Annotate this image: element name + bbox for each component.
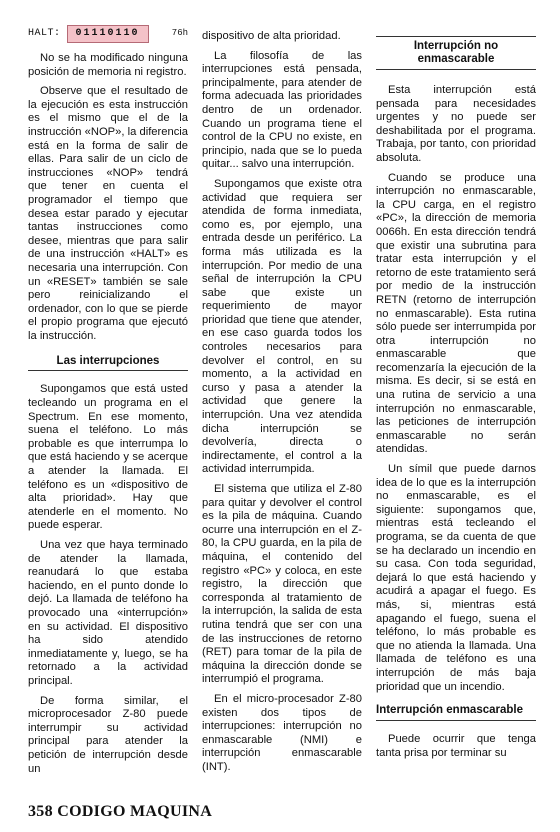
book-title: CODIGO MAQUINA [57, 803, 213, 820]
column-3 [376, 36, 536, 766]
paragraph: Supongamos que existe otra actividad que requiera ser atendida de forma inmediata, como es, por ejemplo, una entrada desde un periférico. La forma más utilizada es la interrupción. Por medio de una señal de interrupción la CPU sabe que existe un requerimiento de mayor prioridad que tiene que atender, en ese caso guarda todos los controles necesarios para devolver el control, en su momento, a la actividad en curso y pasa a atender la actividad que genere la interrupción. Una vez atendida dicha interrupción se devolvería, directa o indirectamente, el control a la actividad interrumpida. [202, 177, 362, 476]
halt-label: HALT: [28, 28, 61, 40]
page-footer [28, 803, 212, 821]
column-2 [202, 30, 362, 780]
paragraph: Una vez que haya terminado de atender la llamada, reanudará lo que estaba haciendo, en el punto donde lo dejó. La llamada de teléfono ha provocado una «interrupción» en su actividad. El dispositivo ha sido atendido inmediatamente y, luego, se ha retornado a la actividad principal. [28, 539, 188, 687]
paragraph: El sistema que utiliza el Z-80 para quitar y devolver el control es la pila de máquina. Cuando ocurre una interrupción en el Z-80, la CPU guarda, en la pila de máquina, el contenido del registro «PC» y coloca, en este registro, la dirección que corresponda al tratamiento de la interrupción, la salida de esta rutina tendrá que ser con una de las instrucciones de retorno (RET) para tomar de la pila de máquina la dirección donde se interrumpió el programa. [202, 483, 362, 686]
halt-hex-value: 76h [171, 28, 188, 39]
paragraph: En el micro-procesador Z-80 existen dos tipos de interrupciones: interrupción no enmascarable (NMI) e interrupción enmascarable (INT). [202, 692, 362, 773]
section-heading-int: Interrupción enmascarable [376, 704, 536, 721]
paragraph: Supongamos que está usted tecleando un programa en el Spectrum. En ese momento, suena el teléfono. Lo más probable es que interrumpa lo que está haciendo y se acerque a atender la llamada. El teléfono es un «dispositivo de alta prioridad». Hay que atenderle en el momento. No puede esperar. [28, 383, 188, 532]
halt-status-box [28, 26, 188, 42]
paragraph: De forma similar, el microprocesador Z-80 puede interrumpir su actividad principal para atender la petición de interrupción desde un [28, 694, 188, 775]
paragraph: Un símil que puede darnos idea de lo que es la interrupción no enmascarable, es el siguiente: supongamos que, mientras está tecleando el programa, se da cuenta de que se ha declarado un incendio en su casa. Con toda seguridad, dejará lo que está haciendo y acudirá a apagar el fuego. Es más, si, mientras está apagando el fuego, suena el teléfono, lo más probable es que no atienda la llamada. Una llamada de teléfono es una interrupción de más baja prioridad que un incendio. [376, 463, 536, 693]
paragraph: No se ha modificado ninguna posición de memoria ni registro. [28, 52, 188, 78]
paragraph: Puede ocurrir que tenga tanta prisa por terminar su [376, 733, 536, 759]
section-heading-interrupciones: Las interrupciones [28, 355, 188, 371]
page-number: 358 [28, 803, 53, 820]
paragraph: Observe que el resultado de la ejecución es esta instrucción es el mismo que el de la instrucción «NOP», la diferencia está en la forma de salir de ellas. Para salir de un ciclo de instrucciones «NOP» tendrá que tener en cuenta el programador el tiempo que desea estar parado y ejecutar tantas instrucciones como desee, mientras que para salir de una instrucción «HALT» es necesaria una interrupción. Con un «RESET» también se sale pero reinicializando el ordenador, con lo que se pierde el propio programa que ejecutó la instrucción. [28, 85, 188, 342]
paragraph: Esta interrupción está pensada para necesidades urgentes y no puede ser deshabilitada por el programa. Trabaja, por tanto, con prioridad absoluta. [376, 84, 536, 164]
column-1 [28, 26, 188, 782]
paragraph: La filosofía de las interrupciones está pensada, principalmente, para atender de forma adecuada las prioridades dentro de un ordenador. Cuando un programa tiene el control de la CPU no existe, en principio, nada que se lo pueda quitar... salvo una interrupción. [202, 49, 362, 171]
section-heading-nmi: Interrupción no enmascarable [376, 36, 536, 70]
paragraph-continuation: dispositivo de alta prioridad. [202, 30, 341, 42]
halt-binary-value: 01110110 [67, 25, 149, 43]
paragraph: Cuando se produce una interrupción no enmascarable, la CPU carga, en el registro «PC», la dirección de memoria 0066h. En esta dirección tendrá que existir una subrutina para tratar esta interrupción y el retorno de este tratamiento será por medio de la instrucción RETN (retorno de interrupción no enmascarable). Esta rutina sólo puede ser interrumpida por otra interrupción no enmascarable que recomenzaría la ejecución de la misma. Es decir, si se está en una rutina de servicio a una interrupción no enmascarable, las peticiones de interrupción enmascarable no serán atendidas. [376, 171, 536, 456]
